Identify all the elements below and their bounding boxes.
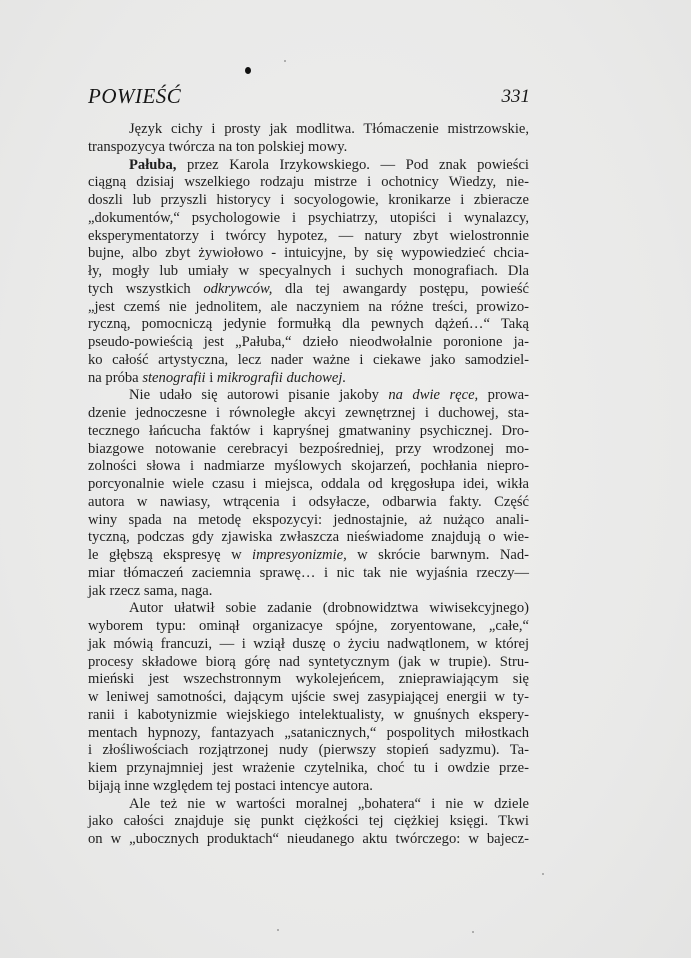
text-run: winy spada na metodę ekspozycyi: jednostajnie, aż nużąco anali- (88, 511, 529, 528)
text-run: „jest czemś nie jednolitem, ale naczyniem na różne treści, prowizo- (88, 298, 529, 315)
text-run: Autor ułatwił sobie zadanie (drobnowidztwa wiwisekcyjnego) (129, 600, 529, 617)
paper-speck (277, 929, 279, 931)
text-line (88, 547, 529, 565)
text-line (88, 245, 529, 263)
text-run: ciągną dzisiaj wszelkiego rodzaju mistrze i ochotnicy Wiedzy, nie- (88, 174, 529, 191)
text-run: ko całość artystyczna, lecz nader ważne i ciekawe jako samodziel- (88, 351, 529, 368)
text-run: Język cichy i prosty jak modlitwa. Tłómaczenie mistrzowskie, (129, 121, 529, 137)
text-run: tecznego łańcucha faktów i kapryśnej gmatwaniny psychicznej. Dro- (88, 422, 529, 439)
text-line (88, 139, 529, 157)
page-number: 331 (501, 86, 530, 107)
paper-speck (542, 873, 544, 875)
ink-dot (245, 67, 251, 74)
text-line (88, 228, 529, 246)
text-run: na próba (88, 369, 143, 386)
text-line (88, 352, 529, 370)
text-line (88, 529, 529, 547)
text-line (88, 299, 529, 317)
text-line (88, 210, 529, 228)
text-run: doszli lub przyszli historycy i socyologowie, kronikarze i zbieracze (88, 192, 529, 208)
text-line (88, 441, 529, 459)
text-run: mentach hypnozy, fantazyach „satanicznych,“ pospolitych miłostkach (88, 724, 529, 741)
text-run: zolności słowa i nadmiarze myślowych skojarzeń, pochłania niepro- (88, 458, 529, 475)
text-run: prowa- (478, 387, 529, 404)
italic-phrase: stenografii (142, 369, 206, 386)
text-run: bujne, albo zbyt żywiołowo - intuicyjne, by się wypowiedzieć chcia- (88, 245, 529, 262)
italic-phrase: odkrywców, (203, 280, 273, 297)
text-run: Nie udało się autorowi pisanie jakoby (129, 387, 389, 404)
text-line (88, 618, 529, 636)
text-line (88, 370, 529, 388)
text-line (88, 742, 529, 760)
text-line (88, 458, 529, 476)
text-run: i złośliwościach rozjątrzonej nudy (pierwszy stopień sadyzmu). Ta- (88, 742, 529, 759)
text-run: i (205, 369, 217, 386)
text-run: pseudo-powieścią jest „Pałuba,“ dzieło nieodwołalnie poronione ja- (88, 334, 529, 350)
text-line (88, 494, 529, 512)
text-run: Ale też nie w wartości moralnej „bohatera“ i nie w dziele (129, 795, 529, 812)
text-run: autora w nawiasy, wtrącenia i odsyłacze, odbarwia fakty. Część (88, 493, 529, 510)
text-line (88, 707, 529, 725)
text-line (88, 316, 529, 334)
text-line (88, 174, 529, 192)
text-line (88, 778, 529, 796)
text-line (88, 813, 529, 831)
text-line (88, 387, 529, 405)
text-line (88, 157, 529, 175)
text-run: wyborem typu: ominął organizacye spójne, zoryentowane, „całe,“ (88, 618, 529, 634)
text-line (88, 121, 529, 139)
text-line (88, 831, 529, 849)
text-run: biazgowe notowanie cerebracyi bezpośredniej, przy wrodzonej mo- (88, 440, 529, 457)
text-line (88, 565, 529, 583)
text-run: procesy składowe biorą górę nad syntetycznym (jak w trupie). Stru- (88, 653, 529, 670)
text-line (88, 636, 529, 654)
text-line (88, 725, 529, 743)
text-run: tych wszystkich (88, 280, 204, 297)
bold-title: Pałuba, (129, 156, 177, 173)
text-line (88, 583, 529, 601)
text-line (88, 600, 529, 618)
text-run: le głębszą ekspresyę w (88, 547, 253, 563)
text-run: dzenie jednoczesne i równoległe akcyi zewnętrznej i duchowej, sta- (88, 405, 529, 421)
text-run: ły, mogły lub umiały w specyalnych i suchych monografiach. Dla (88, 263, 529, 279)
text-run: eksperymentatorzy i twórcy hypotez, — natury zbyt wielostronnie (88, 227, 529, 244)
text-run: tyczną, podczas gdy zjawiska zwłaszcza nieświadome znajdują o wie- (88, 529, 529, 546)
text-run: jak mówią francuzi, — i wziął duszę o życiu nadwątlonem, w której (88, 635, 529, 652)
text-line (88, 281, 529, 299)
page-header (88, 84, 530, 110)
text-run: miar tłómaczeń zaciemnia sprawę… i nic tak nie wyjaśnia rzeczy— (88, 564, 529, 581)
text-line (88, 654, 529, 672)
text-run: transpozycya twórcza na ton polskiej mowy. (88, 138, 348, 155)
text-run: jako całości znajduje się punkt ciężkości tej ciężkiej księgi. Tkwi (88, 813, 529, 830)
text-line (88, 760, 529, 778)
running-head: POWIEŚĆ (88, 84, 182, 108)
text-run: ranii i kabotynizmie wiejskiego intelektualisty, w gnuśnych ekspery- (88, 706, 529, 723)
text-line (88, 405, 529, 423)
text-run: przez Karola Irzykowskiego. — Pod znak powieści (176, 156, 529, 173)
text-run: bijają inne względem tej postaci intencye autora. (88, 777, 373, 794)
text-run: jak rzecz sama, naga. (88, 582, 213, 599)
text-line (88, 476, 529, 494)
text-line (88, 334, 529, 352)
paper-speck (284, 60, 286, 62)
paper-speck (472, 931, 474, 933)
text-run: dla tej awangardy postępu, powieść (272, 280, 529, 297)
text-run: porcyonalnie wiele czasu i miejsca, oddala od kręgosłupa idei, wikła (88, 476, 529, 492)
text-line (88, 689, 529, 707)
text-run: kiem przynajmniej jest wrażenie czytelnika, choć tu i owdzie prze- (88, 760, 529, 776)
text-line (88, 423, 529, 441)
text-line (88, 192, 529, 210)
text-run: w skrócie barwnym. Nad- (346, 547, 529, 563)
italic-phrase: na dwie ręce, (388, 387, 479, 404)
text-line (88, 263, 529, 281)
text-line (88, 671, 529, 689)
text-line (88, 796, 529, 814)
text-line (88, 512, 529, 530)
text-run: w leniwej samotności, dającym ujście swej zasypiającej energii w ty- (88, 689, 529, 705)
text-run: on w „ubocznych produktach“ nieudanego aktu twórczego: w bajecz- (88, 831, 529, 847)
text-run: „dokumentów,“ psychologowie i psychiatrzy, utopiści i wynalazcy, (88, 209, 529, 226)
text-run: ryczną, pomocniczą jedynie formułką dla pewnych dążeń…“ Taką (88, 316, 529, 333)
italic-phrase: mikrografii duchowej. (216, 369, 347, 386)
text-run: mieński jest wszechstronnym wykolejeńcem, znieprawiającym się (88, 671, 529, 688)
italic-phrase: impresyonizmie, (252, 547, 347, 563)
body-text (88, 121, 529, 849)
